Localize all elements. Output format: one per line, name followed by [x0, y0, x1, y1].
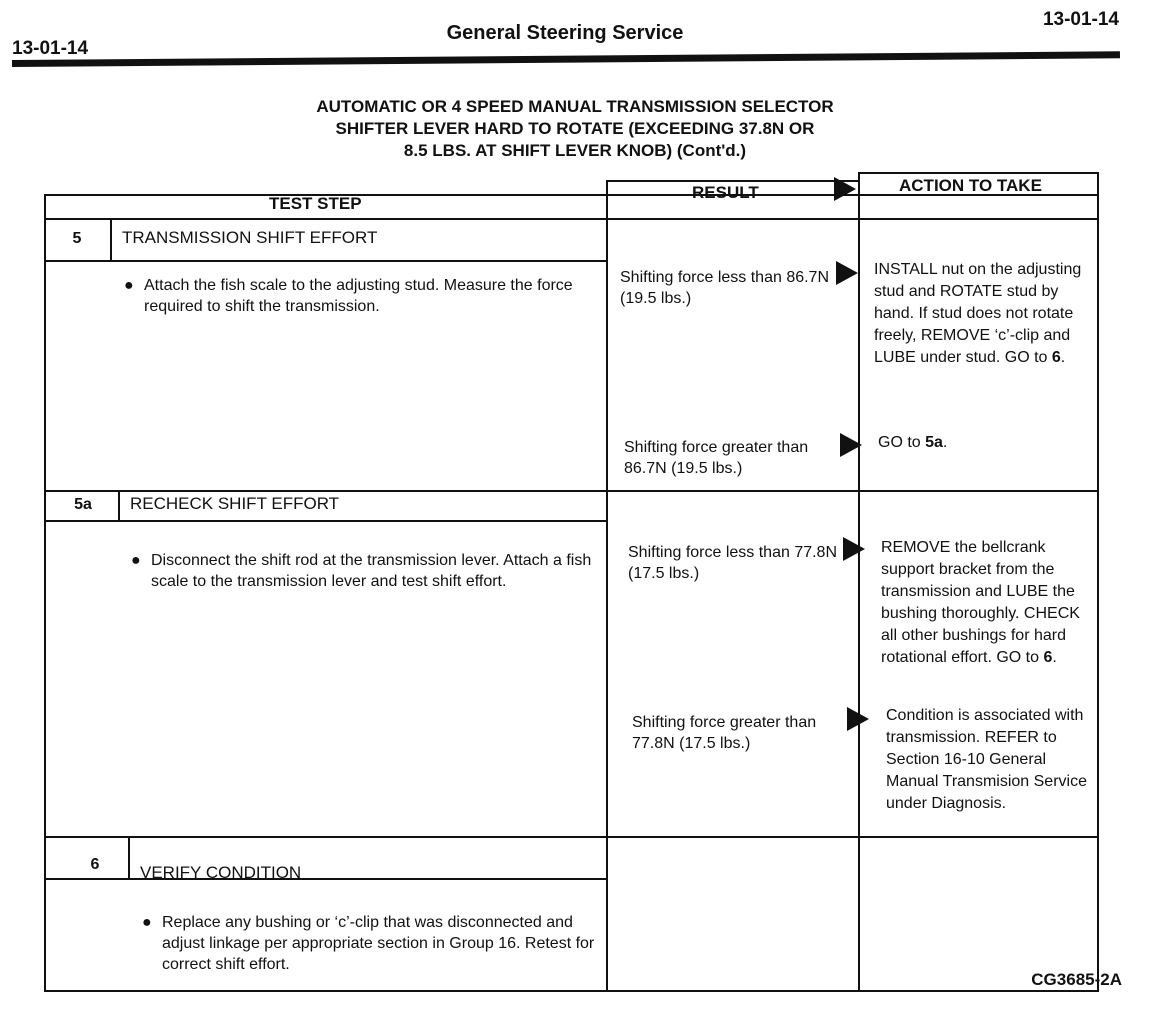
step-5a-result-2-arrow-icon: [847, 707, 869, 731]
step-5-instruction-text: Attach the fish scale to the adjusting stud. Measure the force required to shift the transmission.: [144, 277, 573, 315]
figure-id: CG3685-2A: [1031, 970, 1122, 989]
diagnosis-table: [44, 172, 1099, 992]
step-5-action-2: [878, 432, 1103, 454]
step-5a-top-border: [44, 490, 1099, 492]
page-number-right: 13-01-14: [1042, 9, 1119, 30]
title-line-1: AUTOMATIC OR 4 SPEED MANUAL TRANSMISSION SELECTOR: [316, 97, 834, 116]
step-6-top-border: [44, 836, 1099, 838]
bullet-icon: ●: [131, 552, 141, 569]
step-6-number: 6: [90, 856, 100, 873]
step-5-title-bottom: [44, 260, 608, 262]
step-5a-action-1-text: REMOVE the bellcrank support bracket from the transmission and LUBE the bushing thoroughly. CHECK all other bushings for hard rotational effort. GO to: [881, 539, 1080, 666]
action-header-top-border: [858, 172, 1099, 174]
step-5a-action-1: [881, 537, 1095, 669]
step-5-action-1-suffix: .: [1060, 349, 1066, 366]
action-column-divider: [858, 172, 860, 992]
step-5-number-divider: [110, 218, 112, 260]
header-row-bottom: [44, 218, 1099, 220]
step-5-action-2-suffix: .: [942, 434, 948, 451]
step-5a-result-1-arrow-icon: [843, 537, 865, 561]
step-5a-result-2: Shifting force greater than 77.8N (17.5 lbs.): [632, 714, 817, 752]
step-5a-instruction: [131, 550, 606, 592]
step-5-result-2: Shifting force greater than 86.7N (19.5 lbs.): [624, 439, 809, 477]
step-6-title: VERIFY CONDITION: [140, 863, 302, 882]
header-rule: [12, 51, 1120, 67]
section-title: General Steering Service: [446, 22, 684, 44]
step-5-action-1-text: INSTALL nut on the adjusting stud and ROTATE stud by hand. If stud does not rotate freely, REMOVE ‘c’-clip and LUBE under stud. GO to: [874, 261, 1082, 366]
test-step-header: TEST STEP: [269, 194, 362, 213]
step-5-action-2-ref: 5a: [925, 434, 943, 451]
table-bottom-border: [44, 990, 1099, 992]
bullet-icon: ●: [124, 277, 134, 294]
step-6-instruction: [142, 912, 602, 975]
result-header: RESULT: [692, 183, 759, 202]
step-5a-instruction-text: Disconnect the shift rod at the transmission lever. Attach a fish scale to the transmission lever and test shift effort.: [151, 552, 592, 590]
step-5a-action-1-ref: 6: [1043, 649, 1053, 666]
step-5a-action-1-suffix: .: [1052, 649, 1057, 666]
step-5a-title-bottom: [44, 520, 608, 522]
table-left-border: [44, 194, 46, 992]
step-5a-action-2-text: Condition is associated with transmission. REFER to Section 16-10 General Manual Transmision Service under Diagnosis.: [886, 707, 1087, 812]
step-5-result-1-arrow-icon: [836, 261, 858, 285]
step-5-action-1-ref: 6: [1051, 349, 1061, 366]
step-5a-result-1: Shifting force less than 77.8N (17.5 lbs.): [628, 544, 838, 582]
result-column-divider: [606, 180, 608, 992]
title-line-2: SHIFTER LEVER HARD TO ROTATE (EXCEEDING 37.8N OR: [335, 119, 815, 138]
step-5-title: TRANSMISSION SHIFT EFFORT: [122, 228, 378, 247]
bullet-icon: ●: [142, 914, 152, 931]
step-5a-number: 5a: [74, 496, 92, 513]
step-5a-number-divider: [118, 490, 120, 520]
step-5-action-1: [874, 259, 1099, 369]
action-header: ACTION TO TAKE: [899, 176, 1042, 195]
step-6-instruction-text: Replace any bushing or ‘c’-clip that was disconnected and adjust linkage per appropriate section in Group 16. Retest for correct shift effort.: [162, 914, 595, 973]
step-5-number: 5: [72, 230, 82, 247]
step-5-result-2-arrow-icon: [840, 433, 862, 457]
step-5-action-2-text: GO to: [878, 434, 926, 451]
header-arrow-icon: [834, 177, 856, 201]
step-5a-title: RECHECK SHIFT EFFORT: [130, 494, 340, 513]
step-5a-action-2: [886, 705, 1096, 815]
page-number-left: 13-01-14: [12, 38, 89, 59]
step-5-result-1: Shifting force less than 86.7N (19.5 lbs.): [620, 269, 830, 307]
result-header-top-border: [606, 180, 860, 182]
step-6-title-bottom: [44, 878, 608, 880]
title-line-3: 8.5 LBS. AT SHIFT LEVER KNOB) (Cont'd.): [403, 141, 747, 160]
procedure-title: [215, 96, 935, 162]
step-5-instruction: [124, 275, 594, 317]
